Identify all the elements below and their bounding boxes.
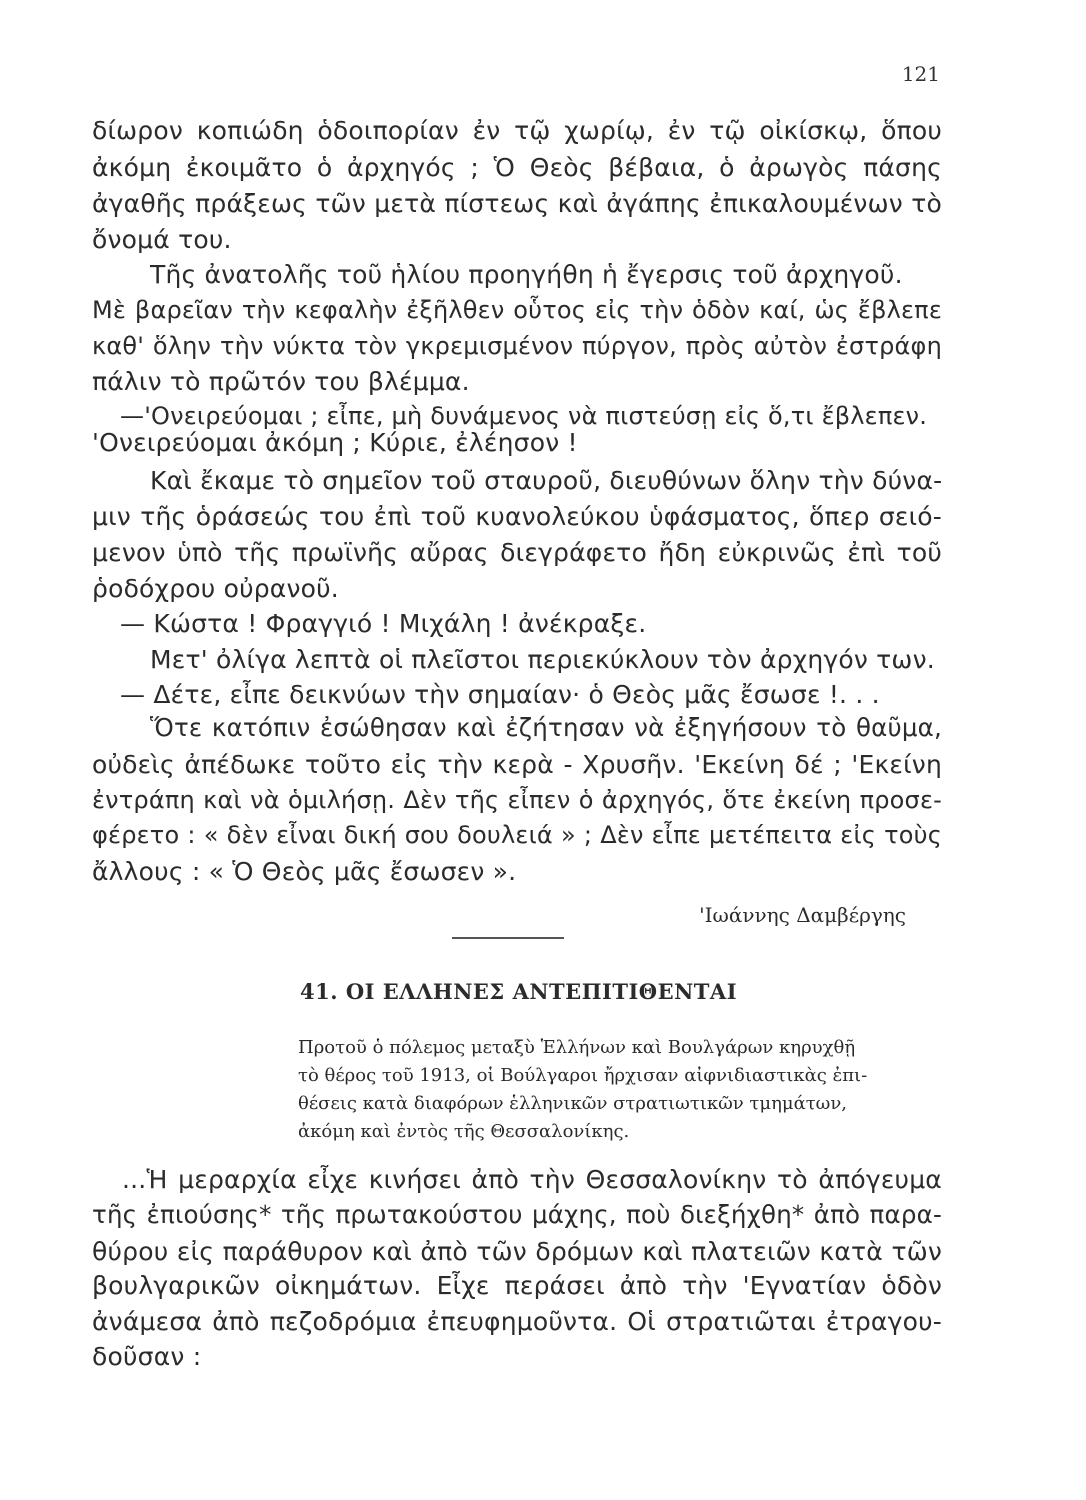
body-line: — Δέτε, εἶπε δεικνύων τὴν σημαίαν· ὁ Θεὸς μᾶς ἔσωσε !. . .	[120, 680, 880, 709]
body-line: Τῆς ἀνατολῆς τοῦ ἡλίου προηγήθη ἡ ἔγερσις τοῦ ἀρχηγοῦ.	[150, 260, 903, 289]
body-line: δοῦσαν :	[92, 1342, 202, 1371]
body-line: ῥοδόχρου οὐρανοῦ.	[92, 574, 339, 603]
body-line: βουλγαρικῶν οἰκημάτων. Εἶχε περάσει ἀπὸ τὴν 'Εγνατίαν ὁδὸν	[92, 1271, 942, 1300]
body-line: θύρου εἰς παράθυρον καὶ ἀπὸ τῶν δρόμων καὶ πλατειῶν κατὰ τῶν	[92, 1237, 942, 1266]
body-line: ἀνάμεσα ἀπὸ πεζοδρόμια ἐπευφημοῦντα. Οἱ στρατιῶται ἐτραγου-	[92, 1307, 942, 1336]
page-number: 121	[901, 62, 940, 86]
body-line: Μετ' ὀλίγα λεπτὰ οἱ πλεῖστοι περιεκύκλουν τὸν ἀρχηγόν των.	[150, 645, 935, 674]
body-line: μιν τῆς ὁράσεώς του ἐπὶ τοῦ κυανολεύκου ὑφάσματος, ὅπερ σειό-	[92, 502, 942, 531]
body-line: —'Ονειρεύομαι ; εἶπε, μὴ δυνάμενος νὰ πιστεύσῃ εἰς ὅ,τι ἔβλεπεν.	[120, 402, 928, 430]
body-line: καθ' ὅλην τὴν νύκτα τὸν γκρεμισμένον πύργον, πρὸς αὐτὸν ἐστράφη	[92, 332, 942, 360]
body-line: ἄλλους : « Ὁ Θεὸς μᾶς ἔσωσεν ».	[92, 857, 517, 886]
body-line: ὄνομά του.	[92, 225, 232, 254]
body-line: 'Ονειρεύομαι ἀκόμη ; Κύριε, ἐλέησον !	[92, 428, 578, 457]
intro-line: ἀκόμη καὶ ἐντὸς τῆς Θεσσαλονίκης.	[298, 1121, 630, 1142]
body-line: φέρετο : « δὲν εἶναι δική σου δουλειά » ; Δὲν εἶπε μετέπειτα εἰς τοὺς	[92, 821, 942, 849]
intro-line: θέσεις κατὰ διαφόρων ἑλληνικῶν στρατιωτικῶν τμημάτων,	[298, 1093, 848, 1114]
body-line: μενον ὑπὸ τῆς πρωϊνῆς αὔρας διεγράφετο ἤδη εὐκρινῶς ἐπὶ τοῦ	[92, 538, 942, 567]
section-title: 41. ΟΙ ΕΛΛΗΝΕΣ ΑΝΤΕΠΙΤΙΘΕΝΤΑΙ	[300, 979, 738, 1004]
section-divider	[452, 937, 564, 939]
body-line: πάλιν τὸ πρῶτόν του βλέμμα.	[92, 367, 470, 396]
body-line: Ὅτε κατόπιν ἐσώθησαν καὶ ἐζήτησαν νὰ ἐξηγήσουν τὸ θαῦμα,	[150, 713, 942, 742]
author-signature: 'Ιωάννης Δαμβέργης	[699, 903, 906, 927]
body-line: δίωρον κοπιώδη ὁδοιπορίαν ἐν τῷ χωρίῳ, ἐν τῷ οἰκίσκῳ, ὅπου	[92, 116, 942, 145]
body-line: Μὲ βαρεῖαν τὴν κεφαλὴν ἐξῆλθεν οὗτος εἰς τὴν ὁδὸν καί, ὡς ἔβλεπε	[92, 296, 942, 324]
body-line: τῆς ἐπιούσης* τῆς πρωτακούστου μάχης, ποὺ διεξήχθη* ἀπὸ παρα-	[92, 1200, 942, 1229]
intro-line: Πρoτοῦ ὁ πόλεμος μεταξὺ Ἑλλήνων καὶ Βουλγάρων κηρυχθῇ	[298, 1037, 856, 1058]
body-line: — Κώστα ! Φραγγιό ! Μιχάλη ! ἀνέκραξε.	[120, 609, 647, 638]
body-line: ἀκόμη ἐκοιμᾶτο ὁ ἀρχηγός ; Ὁ Θεὸς βέβαια, ὁ ἀρωγὸς πάσης	[92, 153, 942, 182]
intro-line: τὸ θέρος τοῦ 1913, οἱ Βούλγαροι ἤρχισαν αἰφνιδιαστικὰς ἐπι-	[298, 1065, 868, 1086]
body-line: Καὶ ἔκαμε τὸ σημεῖον τοῦ σταυροῦ, διευθύνων ὅλην τὴν δύνα-	[150, 466, 943, 495]
body-line: ...Ἡ μεραρχία εἶχε κινήσει ἀπὸ τὴν Θεσσαλονίκην τὸ ἀπόγευμα	[122, 1165, 942, 1194]
body-line: ἀγαθῆς πράξεως τῶν μετὰ πίστεως καὶ ἀγάπης ἐπικαλουμένων τὸ	[92, 189, 942, 218]
body-line: οὐδεὶς ἀπέδωκε τοῦτο εἰς τὴν κερὰ - Χρυσῆν. 'Εκείνη δέ ; 'Εκείνη	[92, 750, 942, 779]
body-line: ἐντράπη καὶ νὰ ὁμιλήσῃ. Δὲν τῆς εἶπεν ὁ ἀρχηγός, ὅτε ἐκείνη προσε-	[92, 786, 942, 814]
